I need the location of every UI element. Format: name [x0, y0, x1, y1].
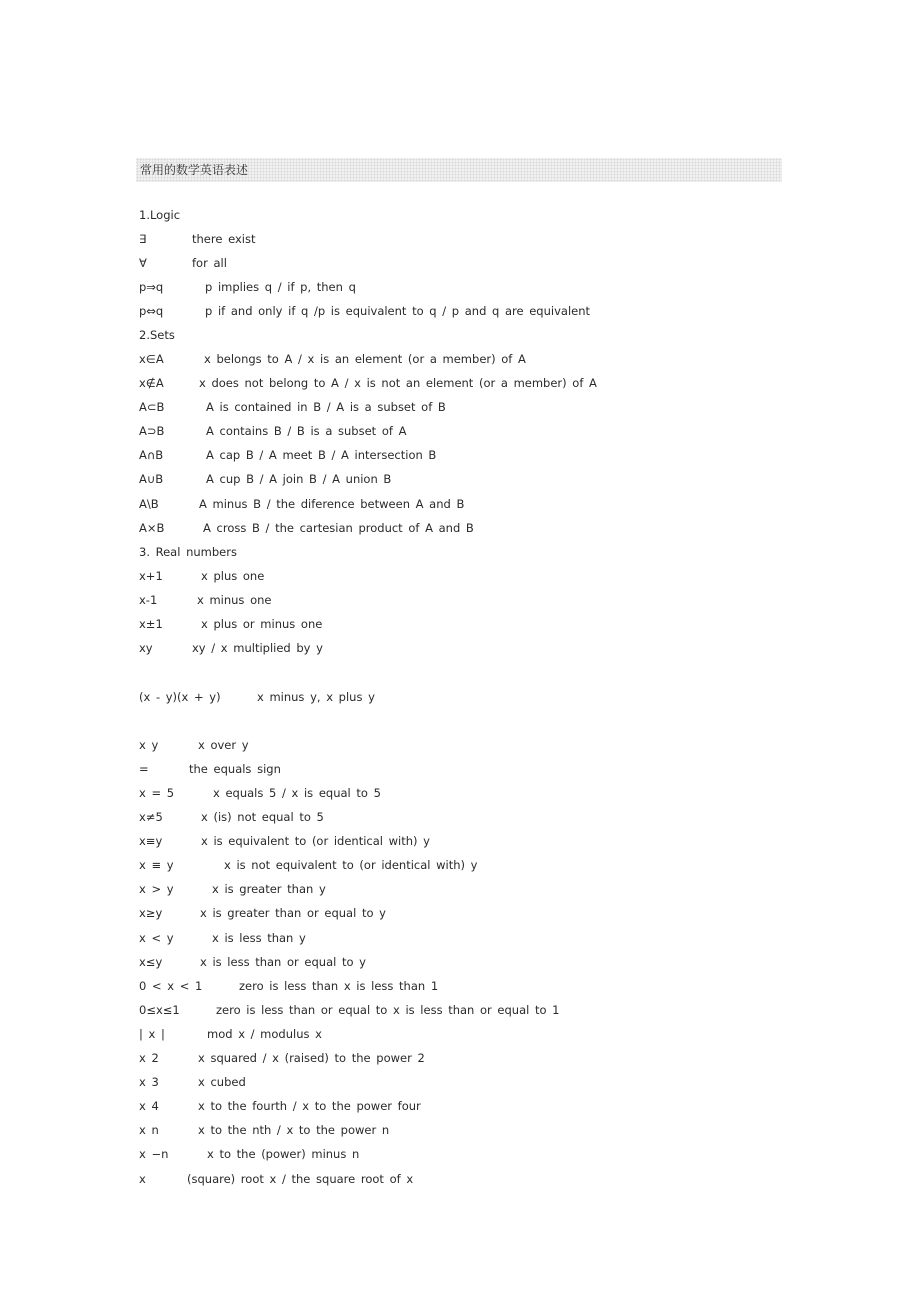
math-symbol: A∪B	[139, 472, 164, 486]
english-expression: x to the nth / x to the power n	[198, 1123, 390, 1137]
math-symbol: x n	[139, 1123, 159, 1137]
english-expression: x is greater than y	[212, 882, 326, 896]
title-banner	[136, 158, 782, 182]
english-expression: x does not belong to A / x is not an element (or a member) of A	[199, 376, 597, 390]
math-symbol: x > y	[139, 882, 174, 896]
math-symbol: x < y	[139, 931, 174, 945]
math-symbol: A∩B	[139, 448, 164, 462]
math-symbol: x	[139, 1172, 146, 1186]
math-symbol: x≤y	[139, 955, 163, 969]
section-heading-logic: 1.Logic	[139, 208, 181, 222]
math-symbol: p⇔q	[139, 304, 164, 318]
math-symbol: x∉A	[139, 376, 164, 390]
english-expression: A cross B / the cartesian product of A and B	[203, 521, 474, 535]
english-expression: p implies q / if p, then q	[205, 280, 356, 294]
english-expression: x minus y, x plus y	[257, 690, 375, 704]
math-symbol: ∃	[139, 232, 147, 246]
math-symbol: x-1	[139, 593, 158, 607]
english-expression: x to the fourth / x to the power four	[198, 1099, 421, 1113]
english-expression: x is not equivalent to (or identical with) y	[224, 858, 478, 872]
english-expression: zero is less than x is less than 1	[239, 979, 439, 993]
english-expression: there exist	[192, 232, 256, 246]
english-expression: A is contained in B / A is a subset of B	[206, 400, 446, 414]
math-symbol: A⊂B	[139, 400, 165, 414]
english-expression: A minus B / the diference between A and B	[199, 497, 465, 511]
math-symbol: 0 < x < 1	[139, 979, 203, 993]
math-symbol: xy	[139, 641, 153, 655]
english-expression: xy / x multiplied by y	[192, 641, 323, 655]
english-expression: x cubed	[198, 1075, 246, 1089]
english-expression: x is equivalent to (or identical with) y	[201, 834, 430, 848]
english-expression: for all	[192, 256, 227, 270]
math-symbol: x+1	[139, 569, 163, 583]
math-symbol: x≠5	[139, 810, 163, 824]
math-symbol: x≡y	[139, 834, 163, 848]
english-expression: x over y	[198, 738, 249, 752]
english-expression: (square) root x / the square root of x	[187, 1172, 414, 1186]
english-expression: zero is less than or equal to x is less than or equal to 1	[216, 1003, 560, 1017]
math-symbol: A×B	[139, 521, 165, 535]
math-symbol: x 3	[139, 1075, 159, 1089]
math-symbol: | x |	[139, 1027, 165, 1041]
english-expression: the equals sign	[189, 762, 281, 776]
page-title: 常用的数学英语表述	[140, 163, 249, 177]
math-symbol: x ≡ y	[139, 858, 174, 872]
english-expression: x is less than y	[212, 931, 306, 945]
math-symbol: x±1	[139, 617, 163, 631]
english-expression: x squared / x (raised) to the power 2	[198, 1051, 425, 1065]
section-heading-real-numbers: 3. Real numbers	[139, 545, 237, 559]
math-symbol: x = 5	[139, 786, 175, 800]
english-expression: x to the (power) minus n	[207, 1147, 360, 1161]
english-expression: x is less than or equal to y	[200, 955, 366, 969]
english-expression: x minus one	[197, 593, 272, 607]
english-expression: x plus one	[201, 569, 265, 583]
english-expression: A cup B / A join B / A union B	[206, 472, 392, 486]
english-expression: x plus or minus one	[201, 617, 323, 631]
math-symbol: x 2	[139, 1051, 159, 1065]
english-expression: p if and only if q /p is equivalent to q / p and q are equivalent	[205, 304, 591, 318]
english-expression: x equals 5 / x is equal to 5	[213, 786, 381, 800]
math-symbol: p⇒q	[139, 280, 164, 294]
math-symbol: ∀	[139, 256, 147, 270]
math-symbol: A⊃B	[139, 424, 165, 438]
math-symbol: =	[139, 762, 149, 776]
math-symbol: 0≤x≤1	[139, 1003, 180, 1017]
math-symbol: x∈A	[139, 352, 164, 366]
english-expression: x (is) not equal to 5	[201, 810, 324, 824]
math-symbol: A\B	[139, 497, 159, 511]
english-expression: A cap B / A meet B / A intersection B	[206, 448, 437, 462]
math-symbol: x −n	[139, 1147, 169, 1161]
math-symbol: x y	[139, 738, 159, 752]
math-symbol: (x - y)(x + y)	[139, 690, 221, 704]
english-expression: mod x / modulus x	[207, 1027, 322, 1041]
math-symbol: x 4	[139, 1099, 159, 1113]
section-heading-sets: 2.Sets	[139, 328, 175, 342]
english-expression: x is greater than or equal to y	[200, 906, 386, 920]
math-symbol: x≥y	[139, 906, 163, 920]
english-expression: x belongs to A / x is an element (or a member) of A	[204, 352, 526, 366]
english-expression: A contains B / B is a subset of A	[206, 424, 407, 438]
